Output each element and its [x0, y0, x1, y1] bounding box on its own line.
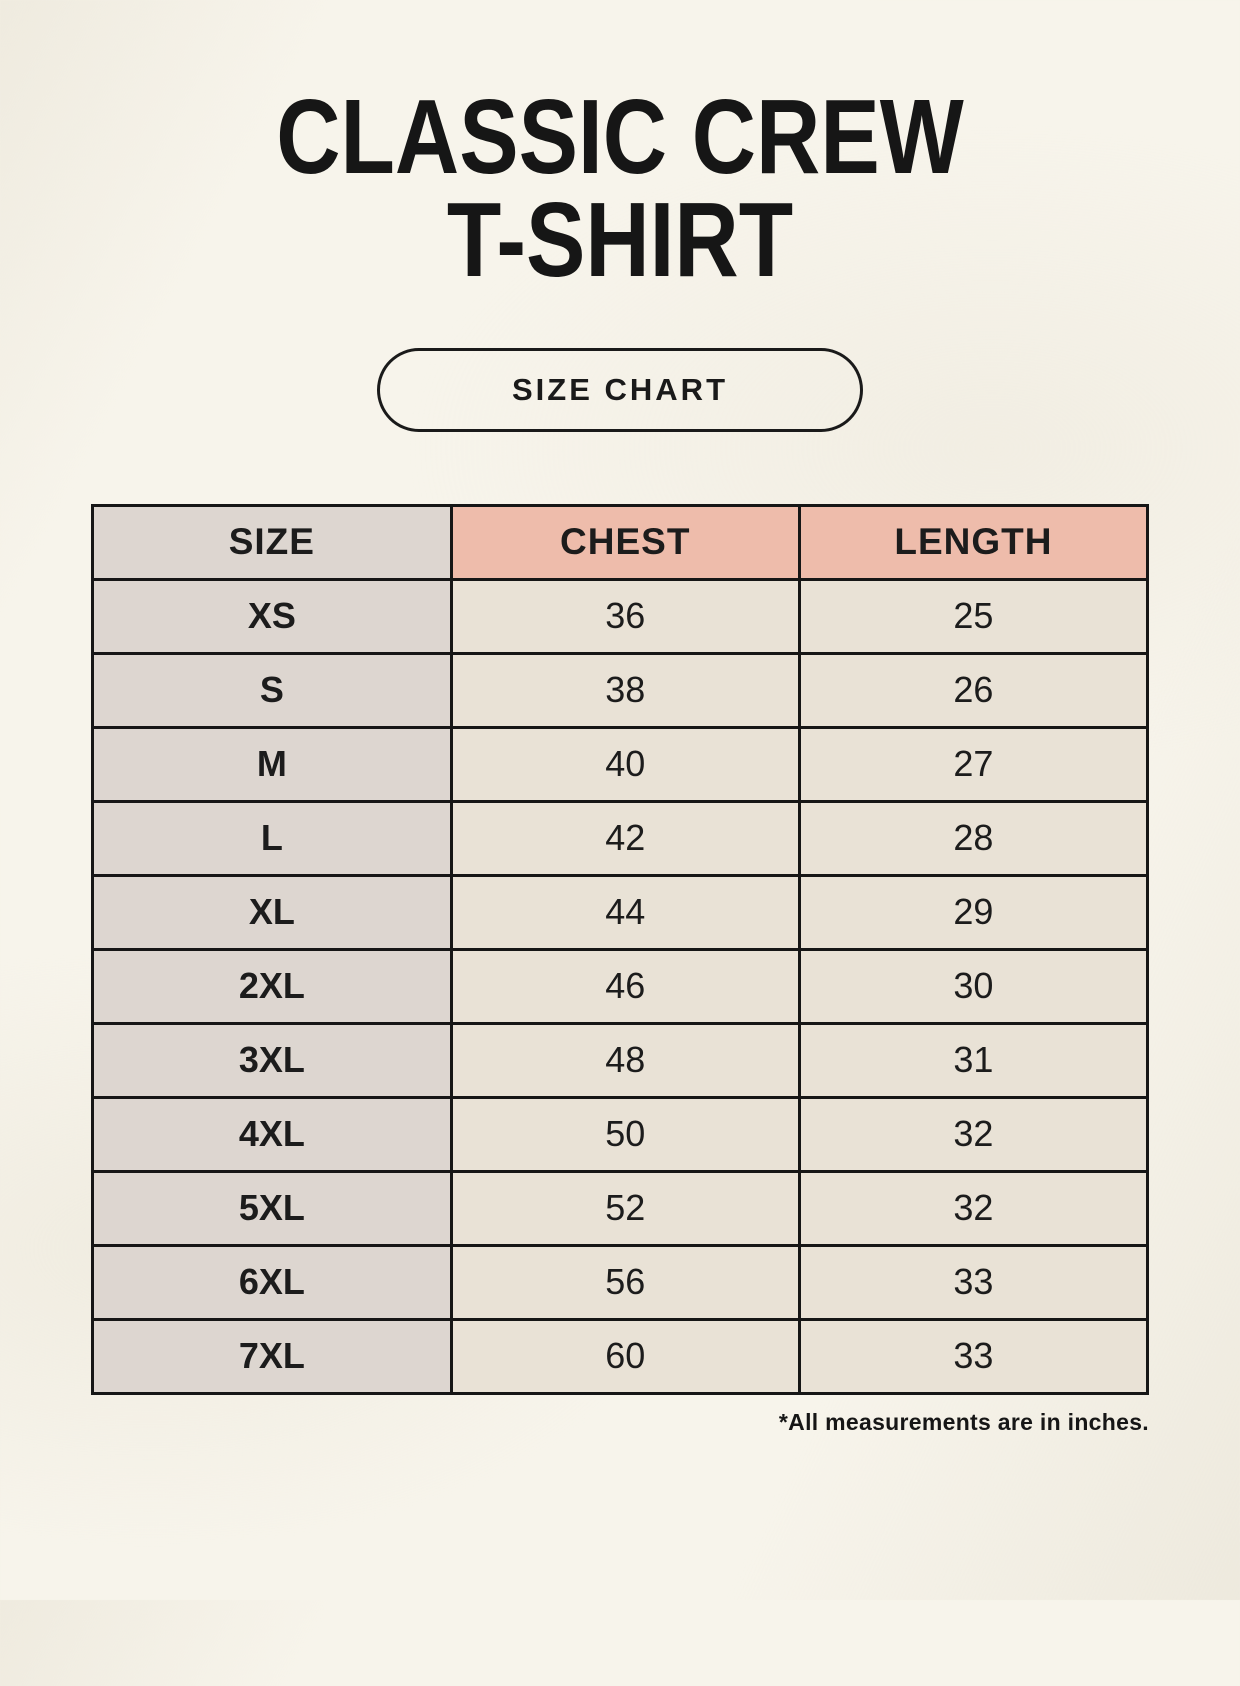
size-cell: 5XL — [93, 1171, 452, 1245]
table-row — [93, 579, 1148, 653]
table-row — [93, 1319, 1148, 1393]
size-cell: S — [93, 653, 452, 727]
column-header-length: LENGTH — [799, 505, 1147, 579]
size-cell: 2XL — [93, 949, 452, 1023]
chest-cell: 40 — [451, 727, 799, 801]
chest-cell: 36 — [451, 579, 799, 653]
length-cell: 26 — [799, 653, 1147, 727]
size-cell: 7XL — [93, 1319, 452, 1393]
size-cell: 3XL — [93, 1023, 452, 1097]
table-row — [93, 875, 1148, 949]
chest-cell: 38 — [451, 653, 799, 727]
table-row — [93, 653, 1148, 727]
length-cell: 33 — [799, 1319, 1147, 1393]
table-header — [93, 505, 1148, 579]
length-cell: 30 — [799, 949, 1147, 1023]
chest-cell: 46 — [451, 949, 799, 1023]
length-cell: 25 — [799, 579, 1147, 653]
length-cell: 29 — [799, 875, 1147, 949]
table-row — [93, 1245, 1148, 1319]
table-row — [93, 1097, 1148, 1171]
chest-cell: 52 — [451, 1171, 799, 1245]
measurements-footnote: *All measurements are in inches. — [778, 1408, 1149, 1435]
size-cell: M — [93, 727, 452, 801]
size-cell: 4XL — [93, 1097, 452, 1171]
length-cell: 32 — [799, 1171, 1147, 1245]
size-chart-badge — [377, 348, 863, 432]
size-chart-table-container — [91, 504, 1149, 1395]
chest-cell: 56 — [451, 1245, 799, 1319]
size-chart-badge-label: SIZE CHART — [512, 371, 728, 407]
title-line-2: T-SHIRT — [446, 180, 794, 299]
table-row — [93, 727, 1148, 801]
length-cell: 32 — [799, 1097, 1147, 1171]
title-line-1: CLASSIC CREW — [276, 78, 964, 196]
chest-cell: 48 — [451, 1023, 799, 1097]
page-title — [99, 78, 1141, 299]
chest-cell: 60 — [451, 1319, 799, 1393]
size-cell: XS — [93, 579, 452, 653]
chest-cell: 50 — [451, 1097, 799, 1171]
size-chart-table — [91, 504, 1149, 1395]
table-row — [93, 1171, 1148, 1245]
length-cell: 31 — [799, 1023, 1147, 1097]
length-cell: 33 — [799, 1245, 1147, 1319]
table-row — [93, 1023, 1148, 1097]
table-row — [93, 801, 1148, 875]
size-table-body — [93, 579, 1148, 1393]
size-cell: XL — [93, 875, 452, 949]
size-cell: 6XL — [93, 1245, 452, 1319]
chest-cell: 44 — [451, 875, 799, 949]
size-cell: L — [93, 801, 452, 875]
chest-cell: 42 — [451, 801, 799, 875]
table-header-row — [93, 505, 1148, 579]
length-cell: 27 — [799, 727, 1147, 801]
page-background — [0, 78, 1240, 1686]
column-header-size: SIZE — [93, 505, 452, 579]
column-header-chest: CHEST — [451, 505, 799, 579]
table-row — [93, 949, 1148, 1023]
length-cell: 28 — [799, 801, 1147, 875]
